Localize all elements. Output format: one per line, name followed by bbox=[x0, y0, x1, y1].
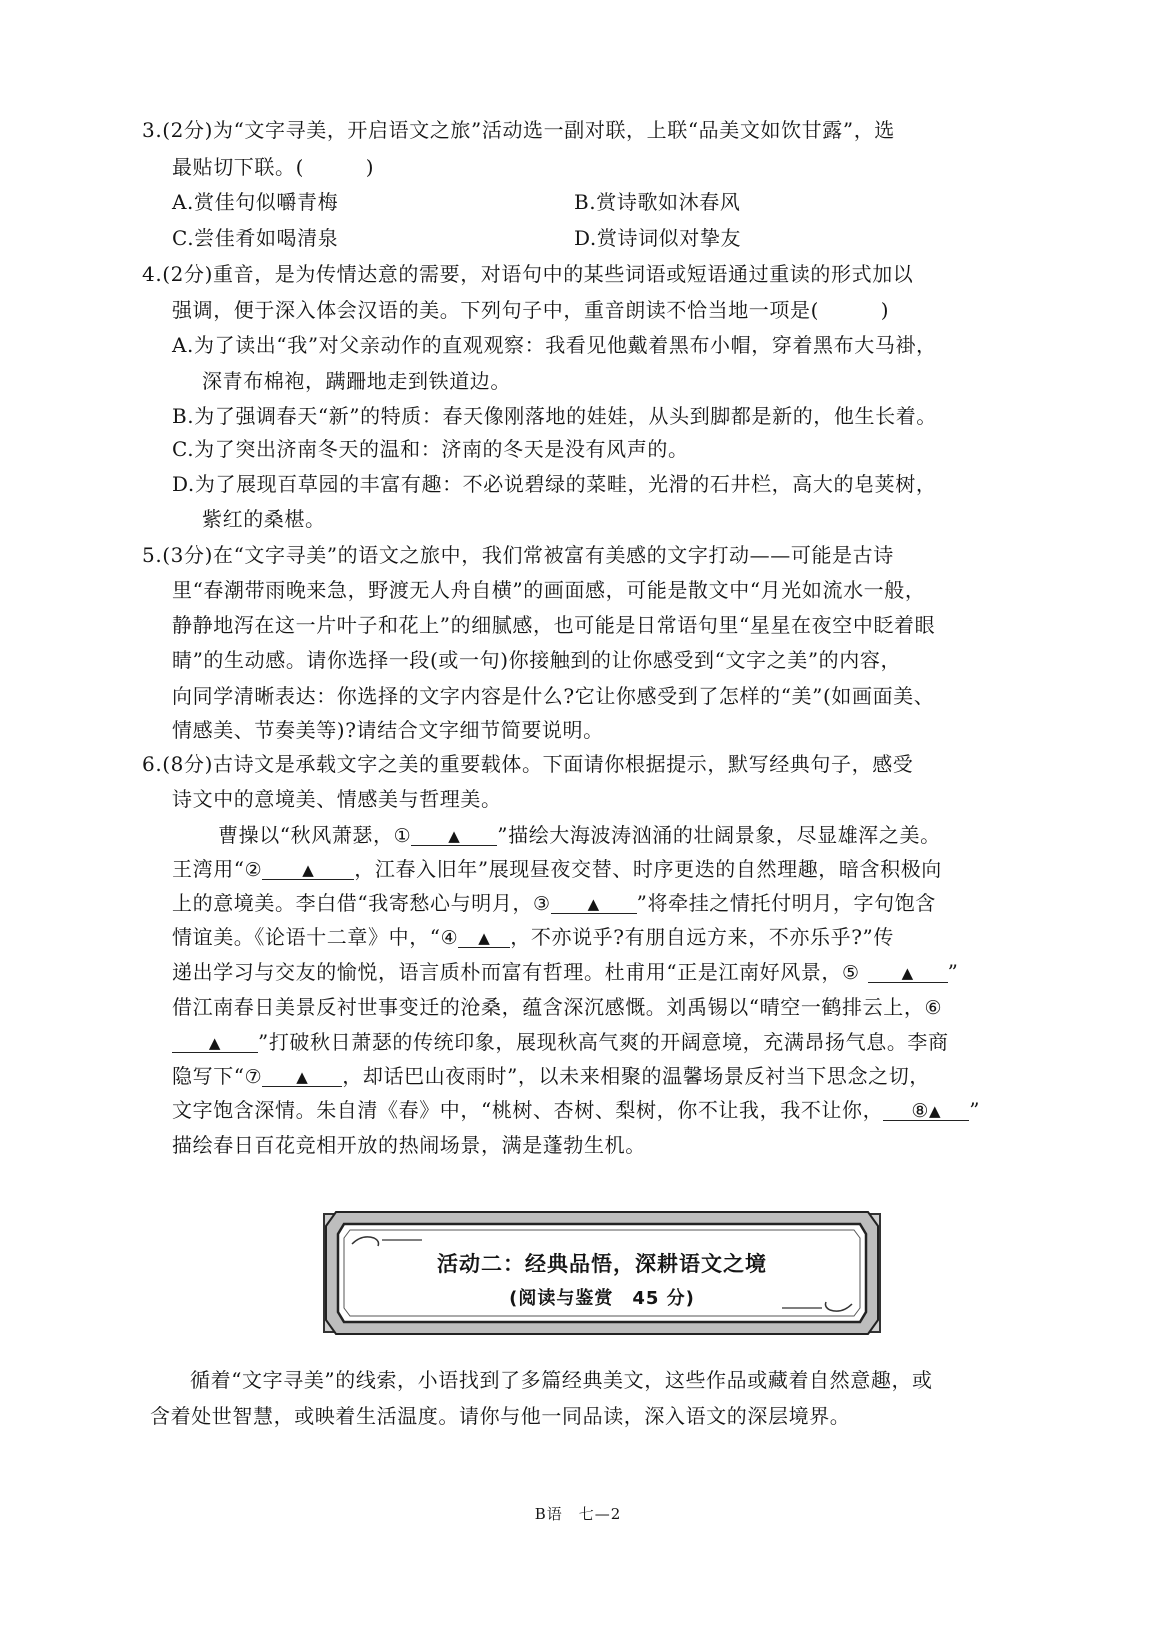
triangle-icon: ▲ bbox=[302, 861, 315, 879]
q5-line3: 静静地泻在这一片叶子和花上”的细腻感，也可能是日常语句里“星星在夜空中眨着眼 bbox=[172, 613, 936, 637]
blank-number-4: ④ bbox=[440, 927, 459, 949]
q4-option-b: B.为了强调春天“新”的特质：春天像刚落地的娃娃，从头到脚都是新的，他生长着。 bbox=[172, 404, 937, 428]
blank-number-5: ⑤ bbox=[842, 962, 860, 984]
q3-stem-line1: 3.(2分)为“文字寻美，开启语文之旅”活动选一副对联，上联“品美文如饮甘露”，选 bbox=[142, 118, 895, 142]
q6-para-line5: 递出学习与交友的愉悦，语言质朴而富有哲理。杜甫用“正是江南好风景，⑤ ▲ ” bbox=[172, 960, 959, 984]
q6-para-line7: ▲ ”打破秋日萧瑟的传统印象，展现秋高气爽的开阔意境，充满昂扬气息。李商 bbox=[172, 1030, 949, 1054]
answer-blank-3[interactable] bbox=[551, 891, 637, 914]
intro-line2: 含着处世智慧，或映着生活温度。请你与他一同品读，深入语文的深层境界。 bbox=[150, 1404, 851, 1428]
q6-para-line4: 情谊美。《论语十二章》中，“④ ▲ ，不亦说乎?有朋自远方来，不亦乐乎?”传 bbox=[172, 925, 894, 949]
answer-blank-7[interactable] bbox=[262, 1064, 342, 1087]
q5-line1: 5.(3分)在“文字寻美”的语文之旅中，我们常被富有美感的文字打动——可能是古诗 bbox=[142, 543, 894, 567]
q5-line2: 里“春潮带雨晚来急，野渡无人舟自横”的画面感，可能是散文中“月光如流水一般， bbox=[172, 578, 926, 602]
q6-para-line2: 王湾用“② ▲ ，江春入旧年”展现昼夜交替、时序更迭的自然理趣，暗含积极向 bbox=[172, 857, 942, 881]
q4-option-d-line2: 紫红的桑椹。 bbox=[202, 507, 326, 531]
intro-line1: 循着“文字寻美”的线索，小语找到了多篇经典美文，这些作品或藏着自然意趣，或 bbox=[190, 1368, 933, 1392]
blank-number-3: ③ bbox=[533, 893, 551, 915]
triangle-icon: ▲ bbox=[448, 827, 461, 845]
q4-option-a-line2: 深青布棉袍，蹒跚地走到铁道边。 bbox=[202, 369, 511, 393]
q6-para-line3: 上的意境美。李白借“我寄愁心与明月，③ ▲ ”将牵挂之情托付明月，字句饱含 bbox=[172, 891, 936, 915]
q5-line4: 睛”的生动感。请你选择一段(或一句)你接触到的让你感受到“文字之美”的内容， bbox=[172, 648, 902, 672]
answer-blank-5[interactable] bbox=[868, 960, 948, 983]
triangle-icon: ▲ bbox=[208, 1034, 222, 1052]
q6-para-line8: 隐写下“⑦ ▲ ，却话巴山夜雨时”，以未来相聚的温馨场景反衬当下思念之切， bbox=[172, 1064, 930, 1088]
banner-title: 活动二：经典品悟，深耕语文之境 bbox=[437, 1252, 767, 1276]
q6-para-line9: 文字饱含深情。朱自清《春》中，“桃树、杏树、梨树，你不让我，我不让你， ⑧▲ ” bbox=[172, 1098, 981, 1122]
triangle-icon: ▲ bbox=[478, 929, 491, 947]
q5-line6: 情感美、节奏美等)?请结合文字细节简要说明。 bbox=[172, 718, 604, 742]
blank-number-6: ⑥ bbox=[924, 997, 943, 1019]
q6-line2: 诗文中的意境美、情感美与哲理美。 bbox=[172, 787, 502, 811]
q4-option-d-line1: D.为了展现百草园的丰富有趣：不必说碧绿的菜畦，光滑的石井栏，高大的皂荚树， bbox=[172, 472, 937, 496]
q6-line1: 6.(8分)古诗文是承载文字之美的重要载体。下面请你根据提示，默写经典句子，感受 bbox=[142, 752, 914, 776]
page-footer: B语 七—2 bbox=[534, 1505, 622, 1523]
q6-para-line1: 曹操以“秋风萧瑟，① ▲ ”描绘大海波涛汹涌的壮阔景象，尽显雄浑之美。 bbox=[218, 823, 941, 847]
q6-para-line6: 借江南春日美景反衬世事变迁的沧桑，蕴含深沉感慨。刘禹锡以“晴空一鹤排云上，⑥ bbox=[172, 995, 943, 1019]
answer-blank-1[interactable] bbox=[411, 823, 497, 846]
q3-option-c: C.尝佳肴如喝清泉 bbox=[172, 226, 339, 250]
triangle-icon: ▲ bbox=[587, 895, 600, 913]
q6-para-line10: 描绘春日百花竞相开放的热闹场景，满是蓬勃生机。 bbox=[172, 1133, 646, 1157]
blank-number-7: ⑦ bbox=[244, 1066, 263, 1088]
q3-option-b: B.赏诗歌如沐春风 bbox=[574, 190, 741, 214]
q4-stem-line2: 强调，便于深入体会汉语的美。下列句子中，重音朗读不恰当地一项是( ) bbox=[172, 298, 890, 322]
triangle-icon: ▲ bbox=[901, 964, 914, 982]
answer-blank-6[interactable] bbox=[172, 1030, 258, 1053]
q3-option-a: A.赏佳句似嚼青梅 bbox=[172, 190, 339, 214]
q3-stem-line2: 最贴切下联。( ) bbox=[172, 155, 375, 179]
activity-banner bbox=[322, 1208, 882, 1338]
q4-stem-line1: 4.(2分)重音，是为传情达意的需要，对语句中的某些词语或短语通过重读的形式加以 bbox=[142, 262, 914, 286]
blank-number-1: ① bbox=[393, 825, 412, 847]
q4-option-a-line1: A.为了读出“我”对父亲动作的直观观察：我看见他戴着黑布小帽，穿着黑布大马褂， bbox=[172, 333, 937, 357]
banner-subtitle: (阅读与鉴赏 45 分) bbox=[509, 1288, 695, 1309]
q3-option-d: D.赏诗词似对挚友 bbox=[574, 226, 742, 250]
q5-line5: 向同学清晰表达：你选择的文字内容是什么?它让你感受到了怎样的“美”(如画面美、 bbox=[172, 684, 935, 708]
blank-number-8: ⑧ bbox=[911, 1100, 929, 1122]
q4-option-c: C.为了突出济南冬天的温和：济南的冬天是没有风声的。 bbox=[172, 437, 689, 461]
triangle-icon: ▲ bbox=[928, 1102, 942, 1120]
answer-blank-4[interactable] bbox=[458, 925, 510, 948]
answer-blank-8[interactable] bbox=[883, 1098, 969, 1121]
blank-number-2: ② bbox=[244, 859, 263, 881]
answer-blank-2[interactable] bbox=[262, 857, 354, 880]
triangle-icon: ▲ bbox=[296, 1068, 309, 1086]
